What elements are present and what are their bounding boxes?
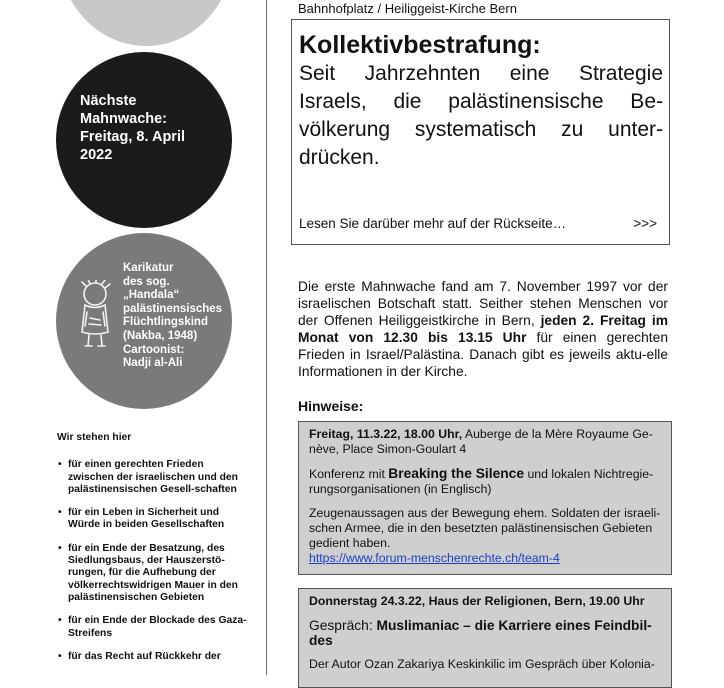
event-date: Donnerstag 24.3.22, Haus der Religionen, Bern, 19.00 Uhr xyxy=(309,594,645,608)
headline-subtitle: Seit Jahrzehnten eine Strategie Israels, die palästinensische Be-völkerung systematisch zu unter-drücken. xyxy=(299,62,663,169)
next-vigil-line-2: Mahnwache: xyxy=(80,111,168,127)
event-card xyxy=(298,588,672,688)
caption-line: Cartoonist: xyxy=(123,343,185,356)
caption-line: Nadji al-Ali xyxy=(123,357,183,370)
next-vigil-line-4: 2022 xyxy=(80,147,113,163)
event-talk-label: Gespräch: xyxy=(309,618,377,633)
read-more-arrow: >>> xyxy=(633,216,657,231)
caption-line: des sog. xyxy=(123,275,170,288)
bullet-icon: • xyxy=(58,507,62,519)
handala-figure-icon xyxy=(72,280,118,350)
statement-list xyxy=(57,459,247,663)
list-item-text: für einen gerechten Frieden zwischen der israelischen und den palästinensischen Gesell-schaften xyxy=(68,459,238,495)
event-desc-text-end: und lokalen Nichtregie-rungsorganisationen (in Englisch) xyxy=(309,467,654,496)
intro-text: Die erste Mahnwache fand am 7. November 1997 vor der israelischen Botschaft statt. Seither stehen Menschen vor der Offenen Heiliggeistkirche in Bern, xyxy=(298,279,668,329)
bullet-icon: • xyxy=(58,459,62,471)
list-item xyxy=(57,507,247,532)
read-more-text: Lesen Sie darüber mehr auf der Rückseite… xyxy=(299,216,567,231)
event-talk xyxy=(309,618,662,648)
event-talk-title: Muslimaniac – die Karriere eines Feindbil-des xyxy=(309,618,652,648)
next-vigil-line-3: Freitag, 8. April xyxy=(80,129,186,145)
event-organization: Breaking the Silence xyxy=(388,466,525,481)
headline-title: Kollektivbestrafung: xyxy=(299,31,541,59)
list-item-text: für ein Ende der Blockade des Gaza-Streifens xyxy=(68,615,247,639)
position-statement xyxy=(57,432,247,674)
caption-line: Flüchtlingskind xyxy=(123,316,208,329)
event-testimony: Zeugenaussagen aus der Bewegung ehem. Soldaten der israeli-schen Armee, die in den besetzten palästinensischen Gebieten gedient haben. xyxy=(309,506,661,550)
caption-line: Karikatur xyxy=(123,262,174,274)
list-item-text: für ein Ende der Besatzung, des Siedlungsbaus, der Hauszerstö-rungen, für die Aufhebung der völkerrechtswidrigen Mauer in den palästinensischen Gebieten xyxy=(68,542,238,603)
caption-line: (Nakba, 1948) xyxy=(123,329,198,342)
intro-schedule: jeden 2. Freitag im Monat von 12.30 bis 13.15 Uhr xyxy=(298,313,668,346)
list-item xyxy=(57,651,247,663)
caricature-caption xyxy=(123,262,233,371)
list-item xyxy=(57,615,247,640)
event-place: Auberge de la Mère Royaume Ge-nève, Place Simon-Goulart 4 xyxy=(309,427,653,456)
statement-heading: Wir stehen hier xyxy=(57,432,132,443)
event-date: Freitag, 11.3.22, 18.00 Uhr, xyxy=(309,427,463,441)
bullet-icon: • xyxy=(58,615,62,627)
caption-line: „Handala“ xyxy=(123,289,180,302)
event-link[interactable]: https://www.forum-menschenrechte.ch/team-4 xyxy=(309,551,560,565)
list-item xyxy=(57,459,247,496)
caption-line: palästinensisches xyxy=(123,302,223,315)
location-line: Bahnhofplatz / Heiliggeist-Kirche Bern xyxy=(298,1,517,16)
event-card xyxy=(298,421,672,575)
decorative-circle-top xyxy=(58,0,234,46)
bullet-icon: • xyxy=(58,542,62,554)
hints-heading: Hinweise: xyxy=(298,398,364,414)
next-vigil-line-1: Nächste xyxy=(80,93,137,109)
event-desc-text: Konferenz mit xyxy=(309,467,389,481)
list-item xyxy=(57,543,247,604)
intro-paragraph xyxy=(298,278,668,381)
bullet-icon: • xyxy=(58,650,62,662)
headline-box xyxy=(291,19,670,245)
column-divider xyxy=(266,0,267,675)
event-partial-text: Der Autor Ozan Zakariya Keskinkilic im Gespräch über Kolonia- xyxy=(309,657,655,671)
intro-text-end: für einen gerechten Frieden in Israel/Palästina. Danach gibt es jeweils aktu-elle Informationen in der Kirche. xyxy=(298,330,668,380)
event-date-place xyxy=(309,427,662,457)
event-description xyxy=(309,466,662,497)
next-vigil-info xyxy=(80,92,230,164)
list-item-text: für ein Leben in Sicherheit und Würde in beiden Gesellschaften xyxy=(68,507,225,531)
list-item-text: für das Recht auf Rückkehr der xyxy=(68,650,221,662)
event-date-place xyxy=(309,594,662,609)
